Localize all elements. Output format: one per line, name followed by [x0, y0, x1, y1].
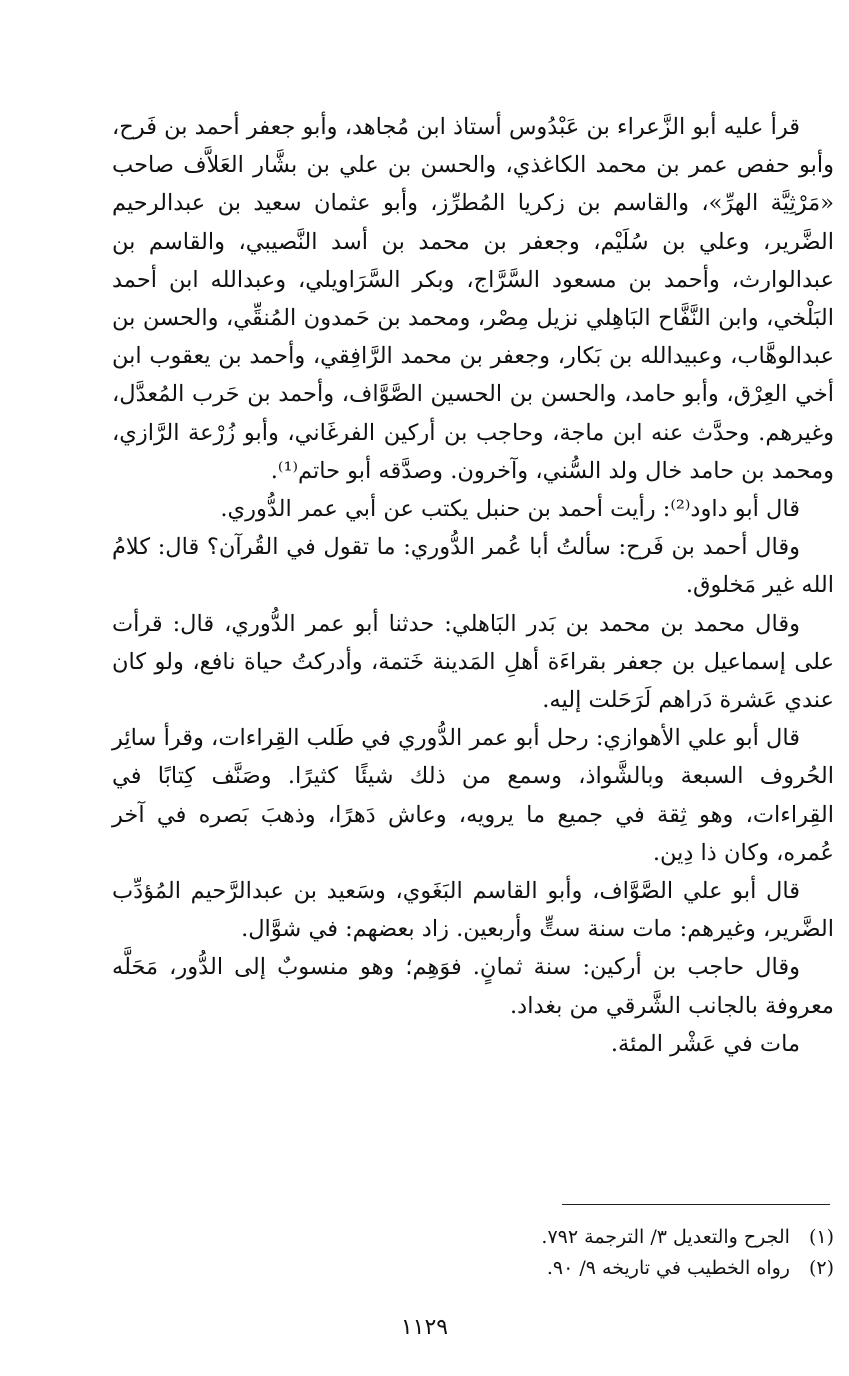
page-body	[112, 108, 834, 1063]
paragraph-abu-dawud: قال أبو داود⁽²⁾: رأيت أحمد بن حنبل يكتب عن أبي عمر الدُّوري.	[220, 496, 800, 523]
paragraph-al-ahwazi: قال أبو علي الأهوازي: رحل أبو عمر الدُّوري في طَلب القِراءات، وقرأ سائِر الحُروف السبعة وبالشَّواذ، وسمع من ذلك شيئًا كثيرًا. وصَنَّف كِتابًا في القِراءات، وهو ثِقة في جميع ما يرويه، وعاش دَهرًا، وذهبَ بَصره في آخر عُمره، وكان ذا دِين.	[112, 725, 834, 866]
page-number: ١١٢٩	[400, 1315, 449, 1340]
paragraph-death-year: قال أبو علي الصَّوَّاف، وأبو القاسم البَغَوي، وسَعيد بن عبدالرَّحيم المُؤدِّب الضَّرير، وغيرهم: مات سنة ستٍّ وأربعين. زاد بعضهم: في شوَّال.	[112, 878, 834, 943]
footnote-divider	[562, 1204, 830, 1205]
footnote-2	[440, 1253, 834, 1284]
paragraph-ahmad-ibn-farah: وقال أحمد بن فَرح: سألتُ أبا عُمر الدُّوري: ما تقول في القُرآن؟ قال: كلامُ الله غير مَخلوق.	[112, 534, 834, 599]
paragraph-al-bahili: وقال محمد بن محمد بن بَدر البَاهلي: حدثنا أبو عمر الدُّوري، قال: قرأت على إسماعيل بن جعفر بقراءَة أهلِ المَدينة خَتمة، وأدركتُ حياة نافع، ولو كان عندي عَشرة دَراهم لَرَحَلت إليه.	[112, 610, 834, 714]
paragraph-readers: قرأ عليه أبو الزَّعراء بن عَبْدُوس أستاذ ابن مُجاهد، وأبو جعفر أحمد بن فَرح، وأبو حفص عمر بن محمد الكاغذي، والحسن بن علي بن بشَّار العَلاَّف صاحب «مَرْثِيَّة الهرِّ»، والقاسم بن زكريا المُطرِّز، وأبو عثمان سعيد بن عبدالرحيم الضَّرير، وعلي بن سُلَيْم، وجعفر بن محمد بن أسد النَّصيبي، والقاسم بن عبدالوارث، وأحمد بن مسعود السَّرَّاج، وبكر السَّرَاويلي، وعبدالله ابن أحمد البَلْخي، وابن النَّفَّاح البَاهِلي نزيل مِصْر، ومحمد بن حَمدون المُنقِّي، والحسن بن عبدالوهَّاب، وعبيدالله بن بَكار، وجعفر بن محمد الرَّافِقي، وأحمد بن يعقوب ابن أخي العِرْق، وأبو حامد، والحسن بن الحسين الصَّوَّاف، وأحمد بن حَرب المُعدَّل، وغيرهم. وحدَّث عنه ابن ماجة، وحاجب بن أركين الفرغَاني، وأبو زُرْعة الرَّازي، ومحمد بن حامد خال ولد السُّني، وآخرون. وصدَّقه أبو حاتم⁽¹⁾.	[112, 114, 834, 484]
footnotes	[440, 1222, 834, 1284]
footnote-1	[440, 1222, 834, 1253]
paragraph-hajib: وقال حاجب بن أركين: سنة ثمانٍ. فوَهِم؛ وهو منسوبٌ إلى الدُّور، مَحَلَّه معروفة بالجانب الشَّرقي من بغداد.	[112, 954, 834, 1019]
footnote-text: الجرح والتعديل ٣/ الترجمة ٧٩٢.	[541, 1226, 790, 1248]
footnote-number: (٢)	[808, 1257, 834, 1279]
paragraph-died-in: مات في عَشْر المئة.	[610, 1030, 800, 1057]
footnote-number: (١)	[808, 1226, 834, 1248]
footnote-text: رواه الخطيب في تاريخه ٩/ ٩٠.	[546, 1257, 790, 1279]
main-text	[112, 108, 834, 1063]
